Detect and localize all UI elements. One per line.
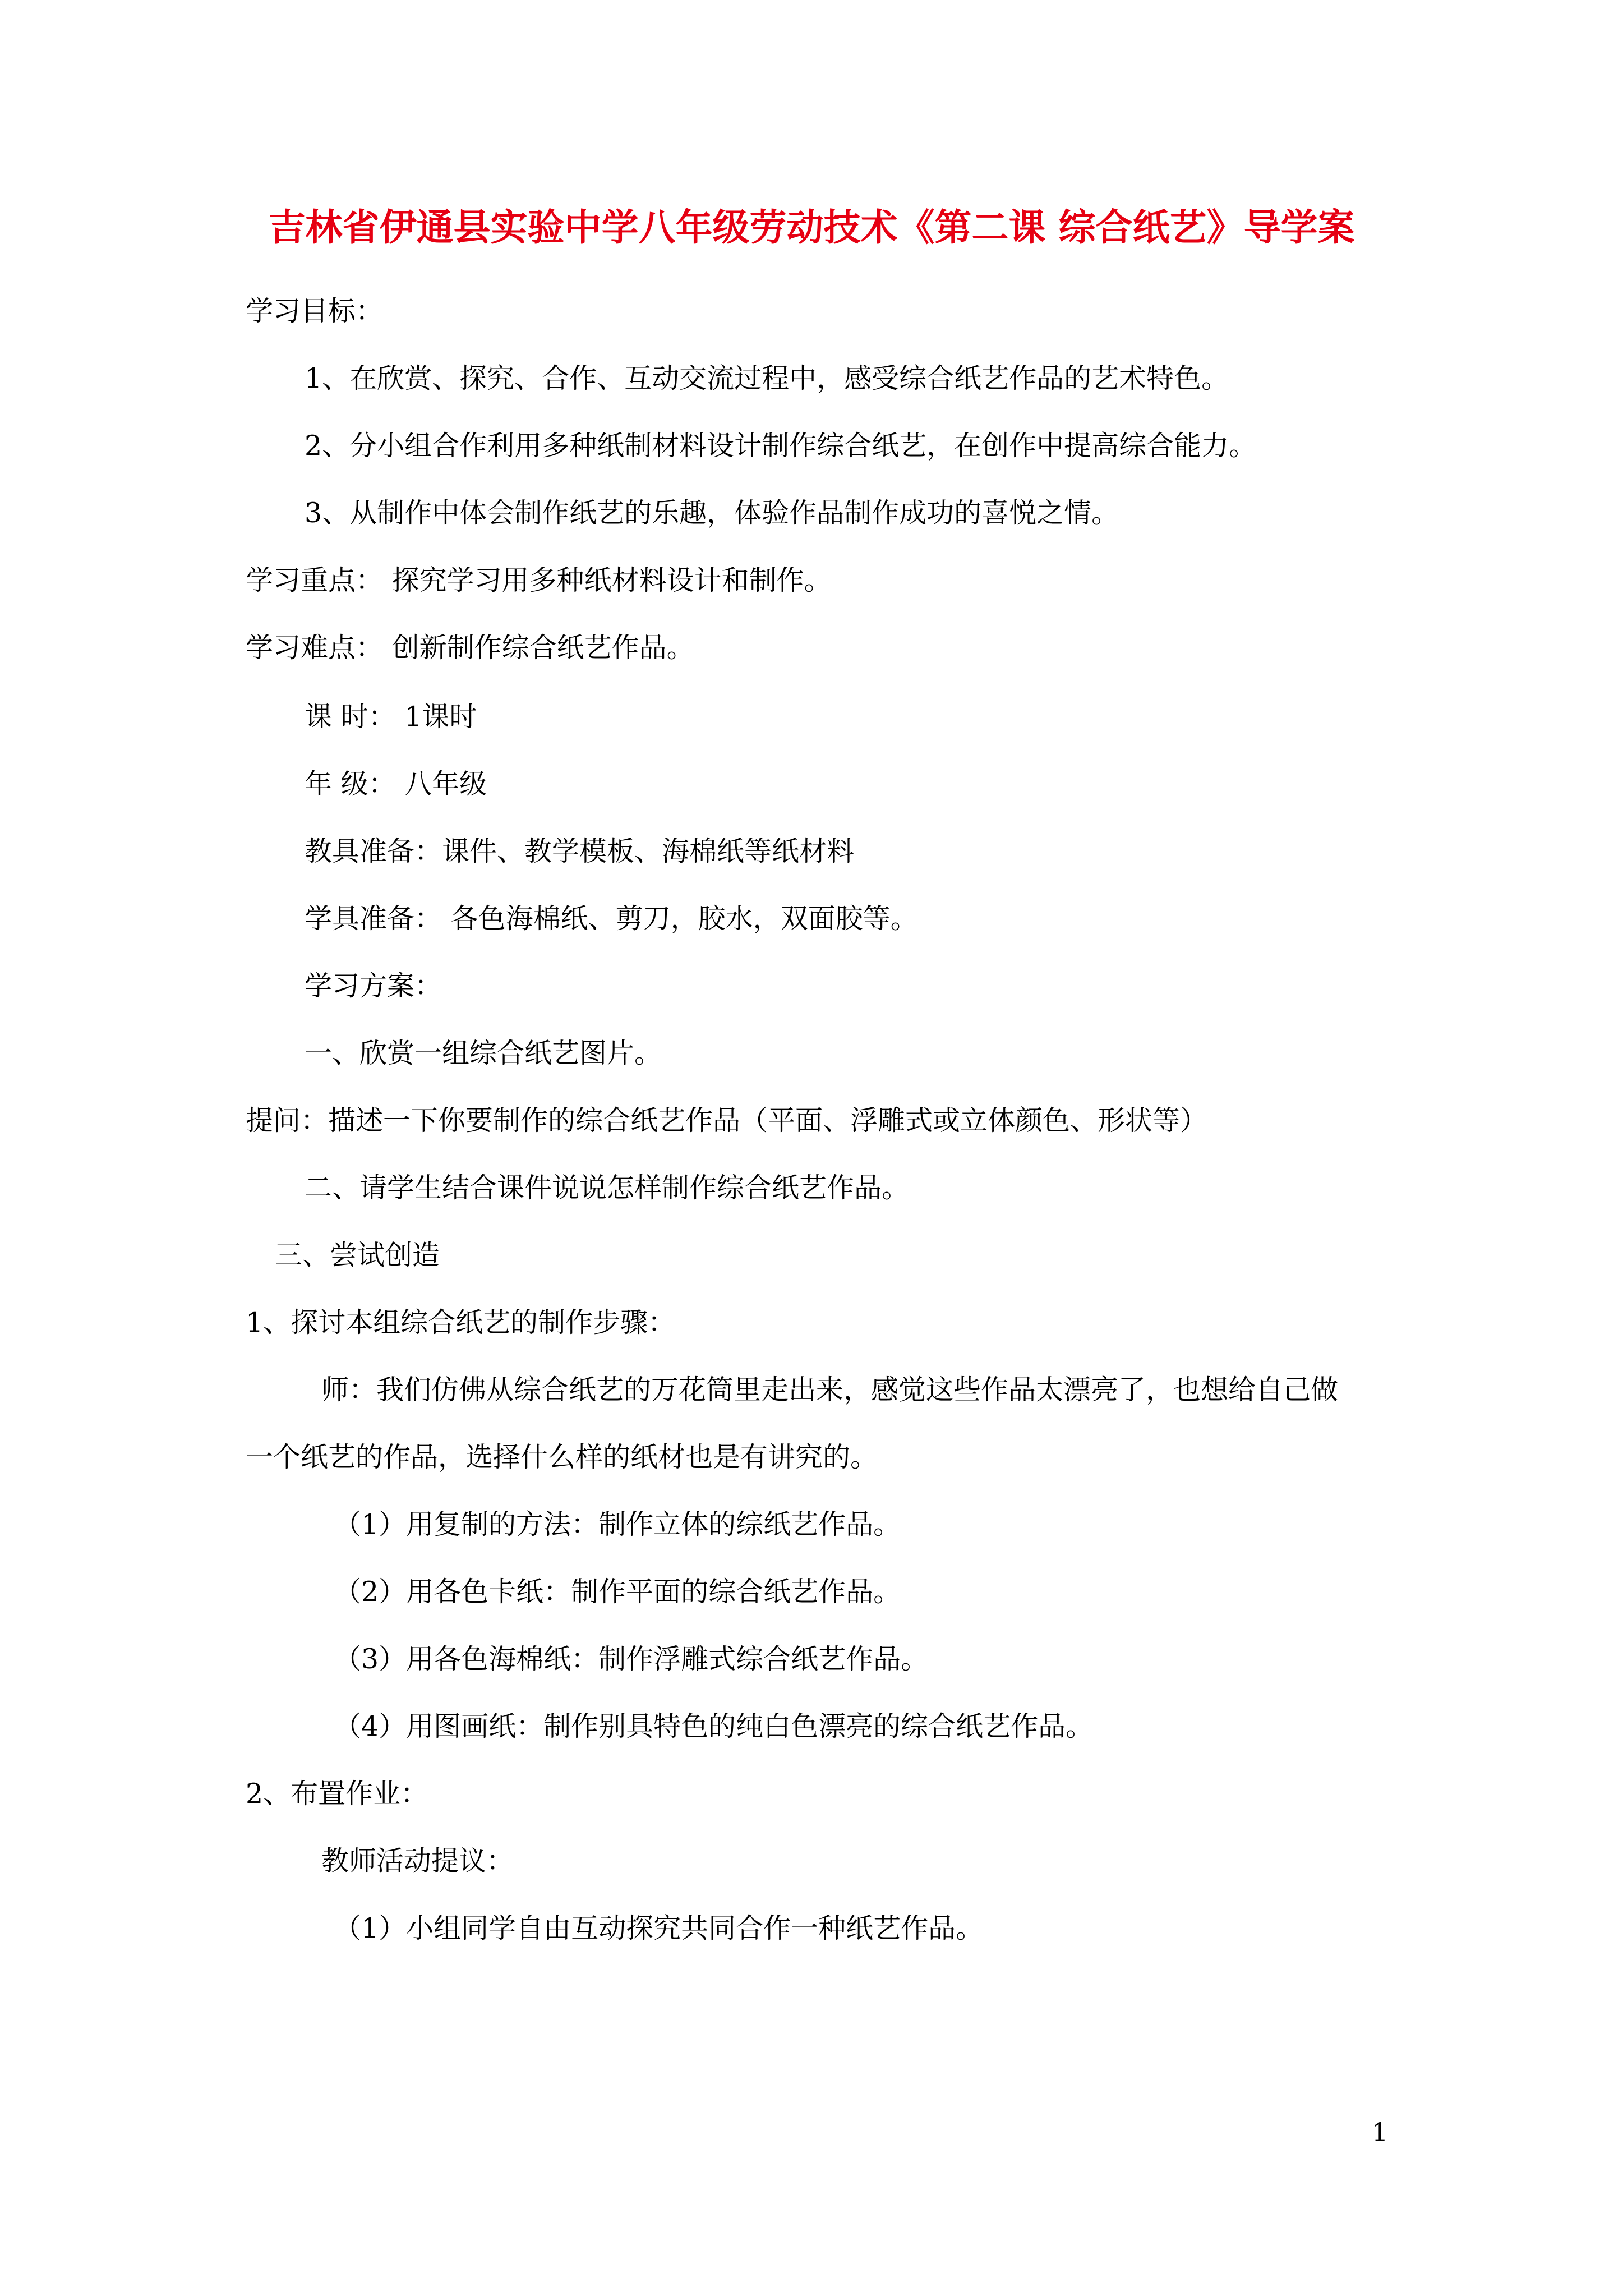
- objective-item: 2、分小组合作利用多种纸制材料设计制作综合纸艺，在创作中提高综合能力。: [305, 430, 1257, 462]
- teacher-activity-heading: 教师活动提议：: [321, 1845, 514, 1877]
- page-number: 1: [1372, 2117, 1389, 2147]
- method-item: （4）用图画纸：制作别具特色的纯白色漂亮的综合纸艺作品。: [334, 1710, 1094, 1742]
- document-title: 吉林省伊通县实验中学八年级劳动技术《第二课 综合纸艺》导学案: [268, 205, 1355, 249]
- grade: 年 级： 八年级: [305, 768, 487, 800]
- class-hours: 课 时： 1课时: [305, 701, 477, 733]
- teacher-statement: 师：我们仿佛从综合纸艺的万花筒里走出来，感觉这些作品太漂亮了，也想给自己做: [321, 1374, 1339, 1406]
- plan-step: 二、请学生结合课件说说怎样制作综合纸艺作品。: [305, 1172, 910, 1204]
- section-heading-plan: 学习方案：: [305, 970, 442, 1002]
- key-point: 学习重点： 探究学习用多种纸材料设计和制作。: [246, 564, 832, 596]
- method-item: （3）用各色海棉纸：制作浮雕式综合纸艺作品。: [334, 1643, 929, 1675]
- objective-item: 3、从制作中体会制作纸艺的乐趣，体验作品制作成功的喜悦之情。: [305, 497, 1119, 529]
- sub-step: 1、探讨本组综合纸艺的制作步骤：: [246, 1306, 676, 1338]
- section-heading-objectives: 学习目标：: [246, 295, 384, 327]
- learning-tools: 学具准备： 各色海棉纸、剪刀，胶水，双面胶等。: [305, 903, 918, 935]
- sub-step: 2、布置作业：: [246, 1778, 428, 1810]
- teaching-aids: 教具准备：课件、教学模板、海棉纸等纸材料: [305, 835, 855, 867]
- method-item: （1）用复制的方法：制作立体的综纸艺作品。: [334, 1508, 901, 1540]
- objective-item: 1、在欣赏、探究、合作、互动交流过程中，感受综合纸艺作品的艺术特色。: [305, 362, 1229, 394]
- difficult-point: 学习难点： 创新制作综合纸艺作品。: [246, 632, 694, 664]
- method-item: （2）用各色卡纸：制作平面的综合纸艺作品。: [334, 1576, 901, 1608]
- plan-step: 三、尝试创造: [275, 1239, 440, 1271]
- teacher-statement-continued: 一个纸艺的作品，选择什么样的纸材也是有讲究的。: [246, 1441, 878, 1473]
- plan-step: 一、欣赏一组综合纸艺图片。: [305, 1037, 662, 1069]
- question: 提问：描述一下你要制作的综合纸艺作品（平面、浮雕式或立体颜色、形状等）: [246, 1105, 1208, 1137]
- activity-item: （1）小组同学自由互动探究共同合作一种纸艺作品。: [334, 1912, 984, 1944]
